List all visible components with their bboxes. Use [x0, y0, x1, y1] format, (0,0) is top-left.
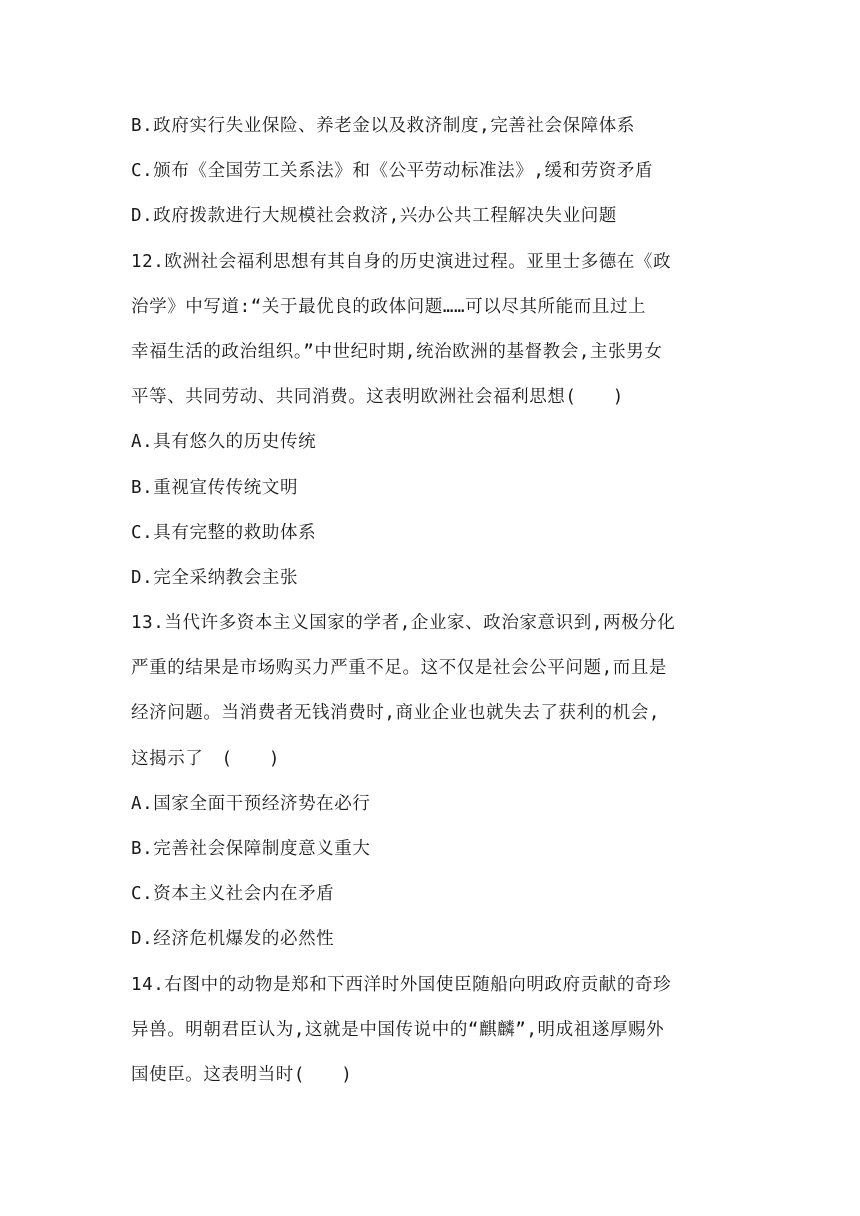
- option-d-q11: D.政府拨款进行大规模社会救济,兴办公共工程解决失业问题: [131, 206, 617, 227]
- question-14-stem-line-2: 异兽。明朝君臣认为,这就是中国传说中的“麒麟”,明成祖遂厚赐外: [131, 1019, 665, 1040]
- option-b-q12: B.重视宣传传统文明: [131, 477, 299, 498]
- document-body: [131, 104, 741, 1098]
- question-12-stem-line-4: 平等、共同劳动、共同消费。这表明欧洲社会福利思想( ): [131, 387, 624, 408]
- question-13-stem-line-3: 经济问题。当消费者无钱消费时,商业企业也就失去了获利的机会,: [131, 703, 661, 724]
- option-c-q13: C.资本主义社会内在矛盾: [131, 884, 335, 905]
- question-14-stem-line-3: 国使臣。这表明当时( ): [131, 1064, 353, 1085]
- option-d-q13: D.经济危机爆发的必然性: [131, 929, 335, 950]
- question-13-stem-line-4: 这揭示了 ( ): [131, 748, 280, 769]
- option-c-q12: C.具有完整的救助体系: [131, 522, 317, 543]
- option-b-q13: B.完善社会保障制度意义重大: [131, 839, 371, 859]
- question-12-stem-line-2: 治学》中写道:“关于最优良的政体问题……可以尽其所能而且过上: [131, 296, 647, 317]
- question-14-stem-line-1: 14.右图中的动物是郑和下西洋时外国使臣随船向明政府贡献的奇珍: [131, 974, 672, 995]
- question-12-stem-line-1: 12.欧洲社会福利思想有其自身的历史演进过程。亚里士多德在《政: [131, 251, 672, 272]
- question-12-stem-line-3: 幸福生活的政治组织。”中世纪时期,统治欧洲的基督教会,主张男女: [131, 341, 663, 362]
- option-a-q12: A.具有悠久的历史传统: [131, 432, 317, 453]
- option-d-q12: D.完全采纳教会主张: [131, 567, 299, 588]
- question-13-stem-line-2: 严重的结果是市场购买力严重不足。这不仅是社会公平问题,而且是: [131, 658, 668, 679]
- option-b-q11: B.政府实行失业保险、养老金以及救济制度,完善社会保障体系: [131, 116, 636, 136]
- question-13-stem-line-1: 13.当代许多资本主义国家的学者,企业家、政治家意识到,两极分化: [131, 613, 676, 634]
- option-c-q11: C.颁布《全国劳工关系法》和《公平劳动标准法》,缓和劳资矛盾: [131, 161, 654, 182]
- option-a-q13: A.国家全面干预经济势在必行: [131, 793, 371, 814]
